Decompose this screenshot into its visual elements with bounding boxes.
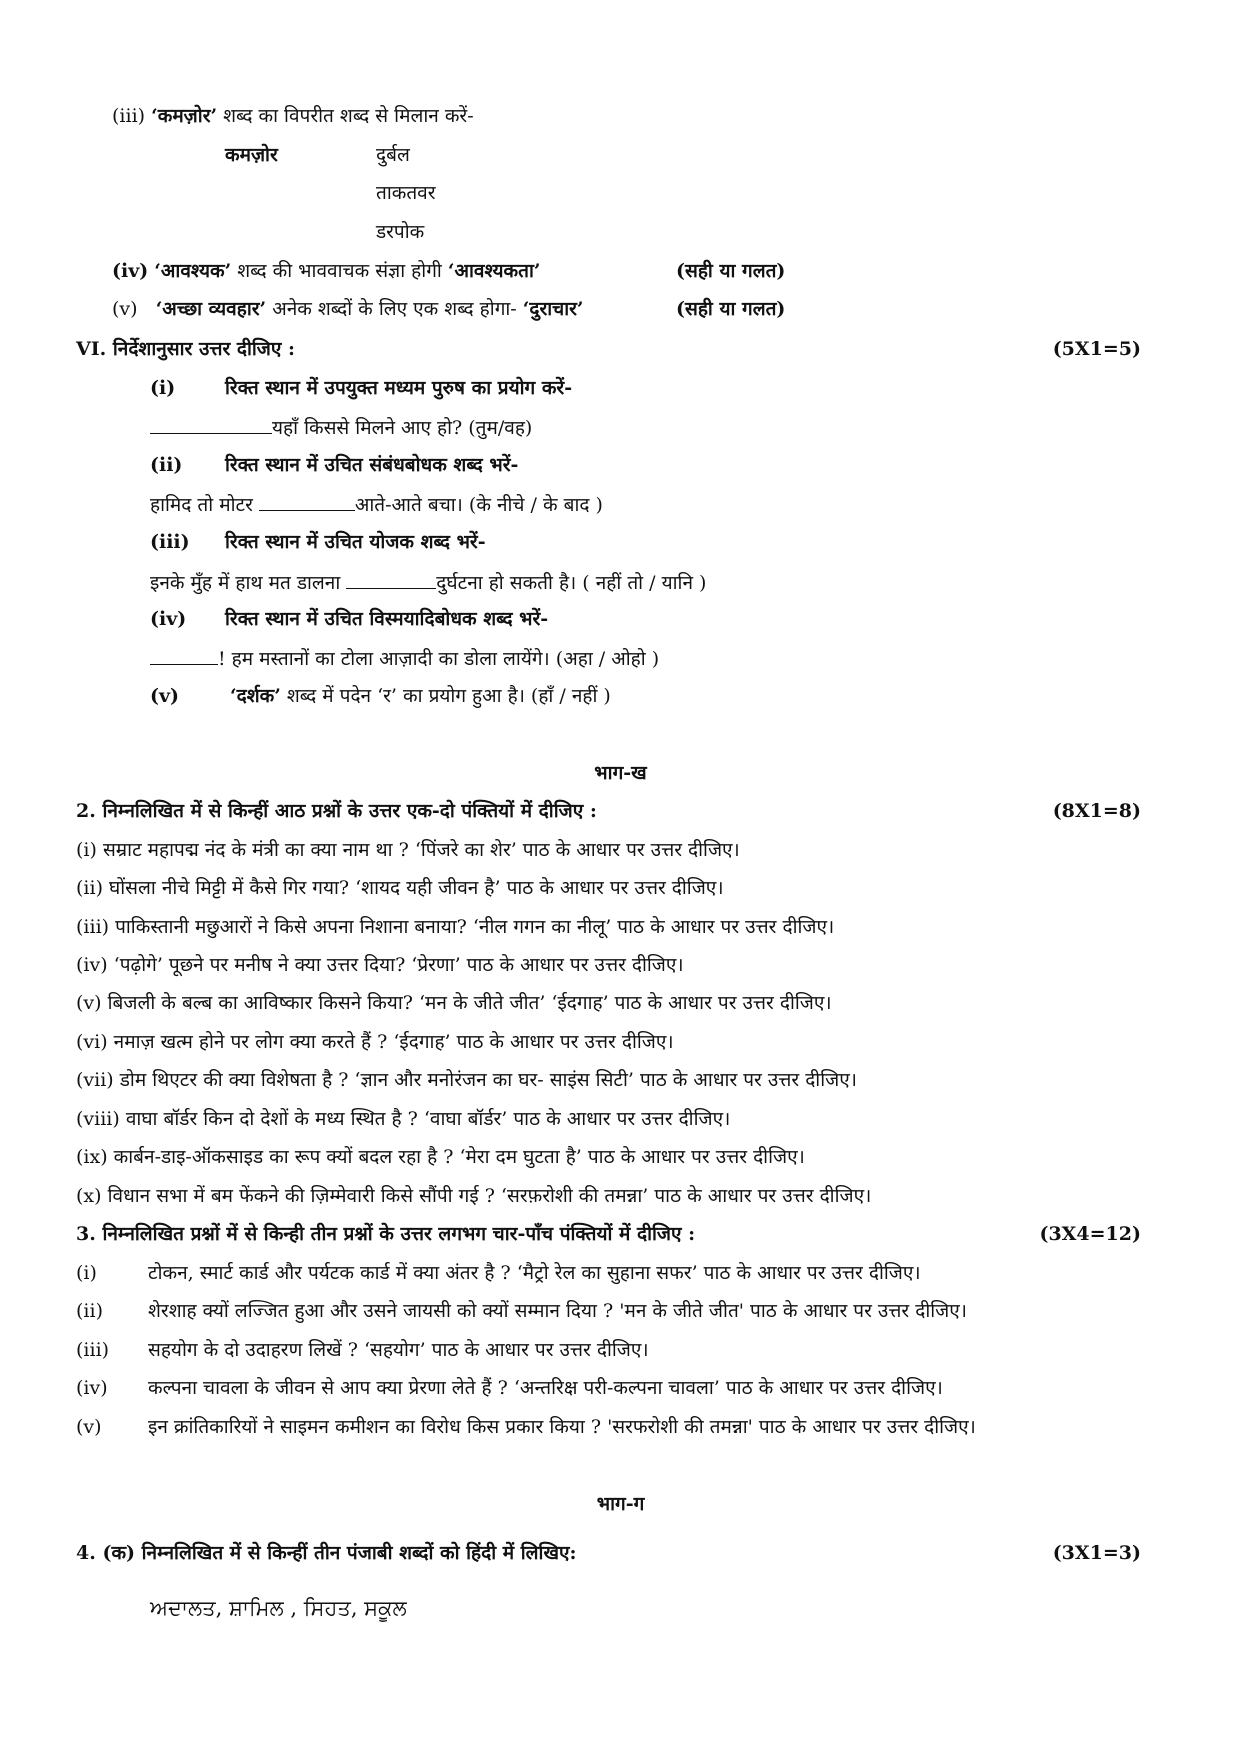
sec-v-q4: (iv) ‘आवश्यक’ शब्द की भाववाचक संज्ञा होगी ‘आवश्यकता’: [112, 260, 541, 282]
answer-blank[interactable]: [259, 492, 355, 511]
q3-item-text: इन क्रांतिकारियों ने साइमन कमीशन का विरोध किस प्रकार किया ? 'सरफरोशी की तमन्ना' पाठ के आधार पर उत्तर दीजिए।: [148, 1416, 976, 1438]
sec-vi-q1-instr: रिक्त स्थान में उपयुक्त मध्यम पुरुष का प्रयोग करें-: [225, 377, 573, 399]
sec-v-q5-choice: (सही या गलत): [676, 298, 786, 320]
sec-vi-q3-instr: रिक्त स्थान में उचित योजक शब्द भरें-: [225, 531, 486, 553]
sec-v-q5: (v) ‘अच्छा व्यवहार’ अनेक शब्दों के लिए एक शब्द होगा- ‘दुराचार’: [112, 298, 584, 320]
part-b-heading: भाग-ख: [594, 762, 647, 784]
sec-vi-q3-line: इनके मुँह में हाथ मत डालना दुर्घटना हो सकती है। ( नहीं तो / यानि ): [150, 572, 707, 594]
punjabi-words: ਅਦਾਲਤ, ਸ਼ਾਮਿਲ , ਸਿਹਤ, ਸਕੂਲ: [150, 1596, 407, 1620]
sec-vi-q4-line: ! हम मस्तानों का टोला आज़ादी का डोला लायेंगे। (अहा / ओहो ): [150, 646, 659, 671]
q2-item: (vi) नमाज़ खत्म होने पर लोग क्या करते हैं ? ‘ईदगाह’ पाठ के आधार पर उत्तर दीजिए।: [76, 1031, 674, 1053]
sec-vi-q2-line: हामिद तो मोटर आते-आते बचा। (के नीचे / के बाद ): [150, 494, 603, 516]
q3-item-num: (i): [76, 1262, 97, 1284]
q2-marks: (8X1=8): [1052, 800, 1141, 822]
sec-vi-q3-num: (iii): [150, 531, 190, 553]
sec-vi-q5-text: ‘दर्शक’ शब्द में पदेन ‘र’ का प्रयोग हुआ है। (हाँ / नहीं ): [230, 685, 611, 707]
match-left-word: कमज़ोर: [225, 144, 278, 166]
q2-title: 2. निम्नलिखित में से किन्हीं आठ प्रश्नों के उत्तर एक-दो पंक्तियों में दीजिए :: [76, 800, 597, 822]
q3-item-num: (ii): [76, 1300, 103, 1322]
q3-title: 3. निम्नलिखित प्रश्नों में से किन्ही तीन प्रश्नों के उत्तर लगभग चार-पाँच पंक्तियों में दीजिए :: [76, 1223, 696, 1245]
q2-item: (iv) ‘पढ़ोगे’ पूछने पर मनीष ने क्या उत्तर दिया? ‘प्रेरणा’ पाठ के आधार पर उत्तर दीजिए।: [76, 954, 684, 976]
q3-item-text: सहयोग के दो उदाहरण लिखें ? ‘सहयोग’ पाठ के आधार पर उत्तर दीजिए।: [148, 1339, 649, 1361]
q4-title: 4. (क) निम्नलिखित में से किन्हीं तीन पंजाबी शब्दों को हिंदी में लिखिए:: [76, 1542, 577, 1564]
q2-item: (vii) डोम थिएटर की क्या विशेषता है ? ‘ज्ञान और मनोरंजन का घर- साइंस सिटी’ पाठ के आधार पर उत्तर दीजिए।: [76, 1069, 857, 1091]
q3-item-num: (iii): [76, 1339, 110, 1361]
q2-item: (i) सम्राट महापद्म नंद के मंत्री का क्या नाम था ? ‘पिंजरे का शेर’ पाठ के आधार पर उत्तर दीजिए।: [76, 839, 740, 861]
sec-v-q3: (iii) ‘कमज़ोर’ शब्द का विपरीत शब्द से मिलान करें-: [112, 105, 474, 127]
q2-item: (v) बिजली के बल्ब का आविष्कार किसने किया? ‘मन के जीते जीत’ ‘ईदगाह’ पाठ के आधार पर उत्तर दीजिए।: [76, 992, 832, 1014]
match-option-2: ताकतवर: [376, 182, 436, 204]
part-c-heading: भाग-ग: [596, 1493, 645, 1515]
q3-item-text: शेरशाह क्यों लज्जित हुआ और उसने जायसी को क्यों सम्मान दिया ? 'मन के जीते जीत' पाठ के आधार पर उत्तर दीजिए।: [148, 1300, 967, 1322]
q3-item-num: (v): [76, 1416, 102, 1438]
sec-vi-q1-line: यहाँ किससे मिलने आए हो? (तुम/वह): [150, 415, 532, 440]
q2-item: (x) विधान सभा में बम फेंकने की ज़िम्मेवारी किसे सौंपी गई ? ‘सरफ़रोशी की तमन्ना’ पाठ के आधार पर उत्तर दीजिए।: [76, 1185, 872, 1207]
sec-vi-q1-num: (i): [150, 377, 176, 399]
q4-marks: (3X1=3): [1052, 1542, 1141, 1564]
q3-item-num: (iv): [76, 1377, 108, 1399]
q2-item: (iii) पाकिस्तानी मछुआरों ने किसे अपना निशाना बनाया? ‘नील गगन का नीलू’ पाठ के आधार पर उत्तर दीजिए।: [76, 916, 835, 938]
q2-item: (ix) कार्बन-डाइ-ऑकसाइड का रूप क्यों बदल रहा है ? ‘मेरा दम घुटता है’ पाठ के आधार पर उत्तर दीजिए।: [76, 1146, 805, 1168]
sec-vi-marks: (5X1=5): [1052, 338, 1141, 360]
q3-marks: (3X4=12): [1039, 1223, 1141, 1245]
match-option-3: डरपोक: [376, 221, 425, 243]
sec-v-q4-choice: (सही या गलत): [676, 260, 786, 282]
q2-item: (ii) घोंसला नीचे मिट्टी में कैसे गिर गया? ‘शायद यही जीवन है’ पाठ के आधार पर उत्तर दीजिए।: [76, 877, 724, 899]
sec-vi-q2-num: (ii): [150, 454, 183, 476]
answer-blank[interactable]: [150, 415, 272, 434]
sec-vi-title: VI. निर्देशानुसार उत्तर दीजिए :: [76, 338, 296, 360]
answer-blank[interactable]: [150, 646, 218, 665]
sec-vi-q2-instr: रिक्त स्थान में उचित संबंधबोधक शब्द भरें-: [225, 454, 519, 476]
q3-item-text: टोकन, स्मार्ट कार्ड और पर्यटक कार्ड में क्या अंतर है ? ‘मैट्रो रेल का सुहाना सफर’ पाठ के आधार पर उत्तर दीजिए।: [148, 1262, 921, 1284]
q2-item: (viii) वाघा बॉर्डर किन दो देशों के मध्य स्थित है ? ‘वाघा बॉर्डर’ पाठ के आधार पर उत्तर दीजिए।: [76, 1108, 731, 1130]
sec-vi-q5: (v): [150, 685, 180, 707]
answer-blank[interactable]: [346, 570, 436, 589]
sec-vi-q4-num: (iv): [150, 608, 187, 630]
sec-vi-q4-instr: रिक्त स्थान में उचित विस्मयादिबोधक शब्द भरें-: [225, 608, 549, 630]
q3-item-text: कल्पना चावला के जीवन से आप क्या प्रेरणा लेते हैं ? ‘अन्तरिक्ष परी-कल्पना चावला’ पाठ के आधार पर उत्तर दीजिए।: [148, 1377, 943, 1399]
match-option-1: दुर्बल: [376, 144, 410, 166]
